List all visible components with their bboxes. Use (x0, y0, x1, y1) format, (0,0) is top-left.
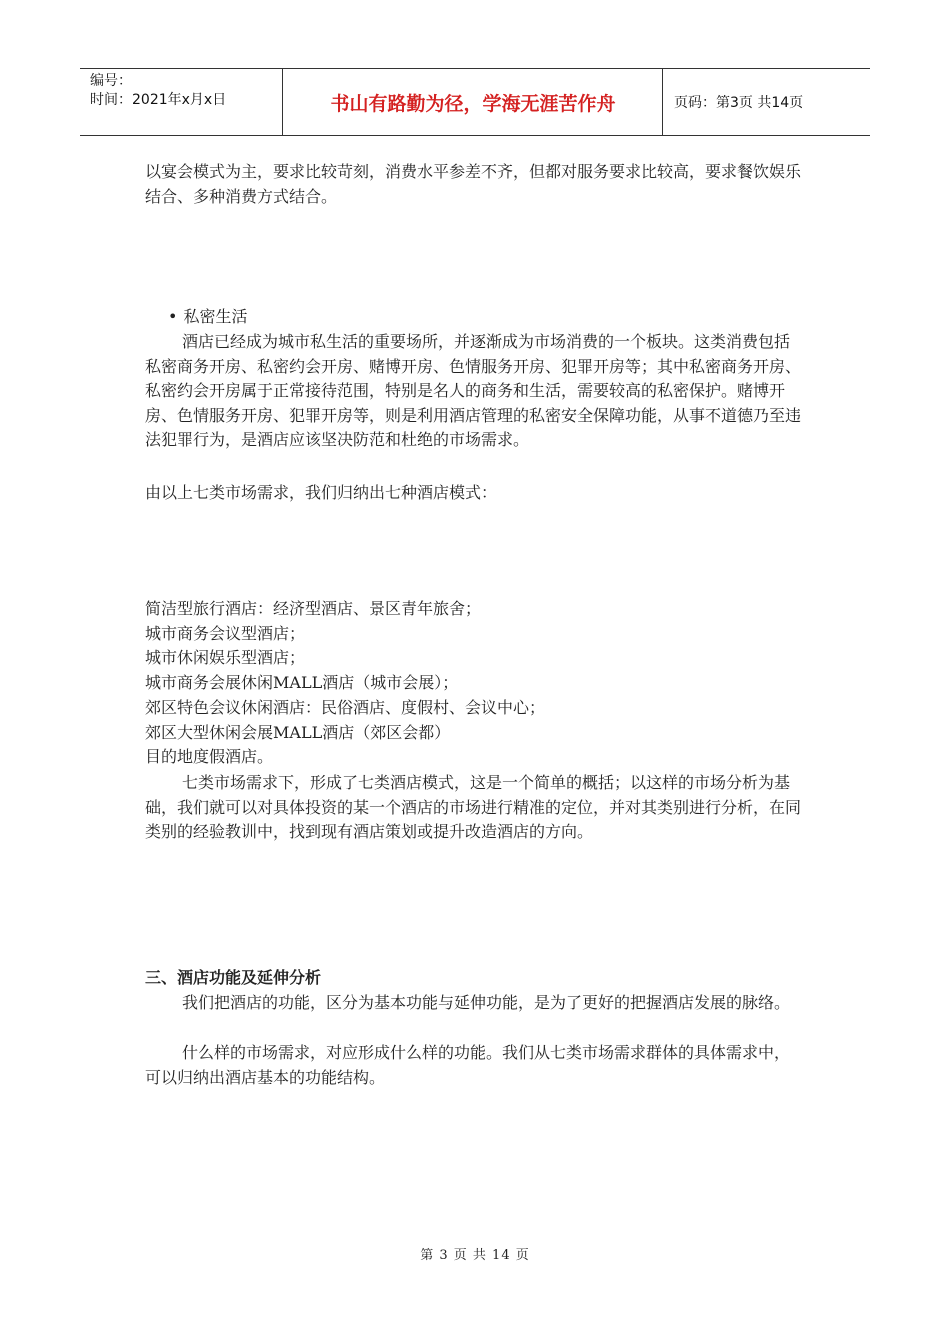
header-divider (282, 68, 283, 136)
section3-paragraph-1: 我们把酒店的功能，区分为基本功能与延伸功能，是为了更好的把握酒店发展的脉络。 (182, 993, 791, 1012)
section-heading: 三、酒店功能及延伸分析 (145, 968, 322, 987)
models-paragraph: 七类市场需求下，形成了七类酒店模式，这是一个简单的概括；以这样的市场分析为基础，我们就可以对具体投资的某一个酒店的市场进行精准的定位，并对其类别进行分析，在同类别的经验教训中，找到现有酒店策划或提升改造酒店的方向。 (145, 773, 802, 841)
bullet-dot-icon: • (168, 307, 178, 326)
private-life-paragraph: 酒店已经成为城市私生活的重要场所，并逐渐成为市场消费的一个板块。这类消费包括私密商务开房、私密约会开房、赌博开房、色情服务开房、犯罪开房等；其中私密商务开房、私密约会开房属于正常接待范围，特别是名人的商务和生活，需要较高的私密保护。赌博开房、色情服务开房、犯罪开房等，则是利用酒店管理的私密安全保障功能，从事不道德乃至违法犯罪行为，是酒店应该坚决防范和杜绝的市场需求。 (145, 332, 802, 449)
list-item: 城市商务会议型酒店； (145, 623, 306, 643)
summary-paragraph: 由以上七类市场需求，我们归纳出七种酒店模式： (145, 483, 498, 502)
list-item: 目的地度假酒店。 (145, 747, 274, 767)
page-info-text: 页码：第3页 共14页 (674, 95, 804, 111)
hotel-model-list (145, 597, 545, 770)
header-meta (90, 72, 226, 110)
header-divider (662, 68, 663, 136)
list-item: 城市休闲娱乐型酒店； (145, 648, 306, 668)
serial-label: 编号： (90, 73, 132, 89)
time-label: 时间：2021年x月x日 (90, 92, 227, 108)
header-page-info (664, 68, 803, 136)
list-item: 郊区特色会议休闲酒店：民俗酒店、度假村、会议中心； (145, 697, 546, 717)
list-item: 简洁型旅行酒店：经济型酒店、景区青年旅舍； (145, 599, 482, 618)
page-footer: 第 3 页 共 14 页 (420, 1248, 530, 1263)
bullet-private-life (168, 305, 247, 329)
list-item: 城市商务会展休闲MALL酒店（城市会展）； (145, 673, 459, 693)
intro-paragraph: 以宴会模式为主，要求比较苛刻，消费水平参差不齐，但都对服务要求比较高，要求餐饮娱乐结合、多种消费方式结合。 (145, 162, 802, 206)
page-header (80, 68, 870, 136)
header-motto: 书山有路勤为径，学海无涯苦作舟 (330, 92, 616, 115)
list-item: 郊区大型休闲会展MALL酒店（郊区会都） (145, 722, 451, 742)
section3-paragraph-2: 什么样的市场需求，对应形成什么样的功能。我们从七类市场需求群体的具体需求中，可以归纳出酒店基本的功能结构。 (145, 1043, 791, 1087)
bullet-label: 私密生活 (183, 307, 248, 326)
